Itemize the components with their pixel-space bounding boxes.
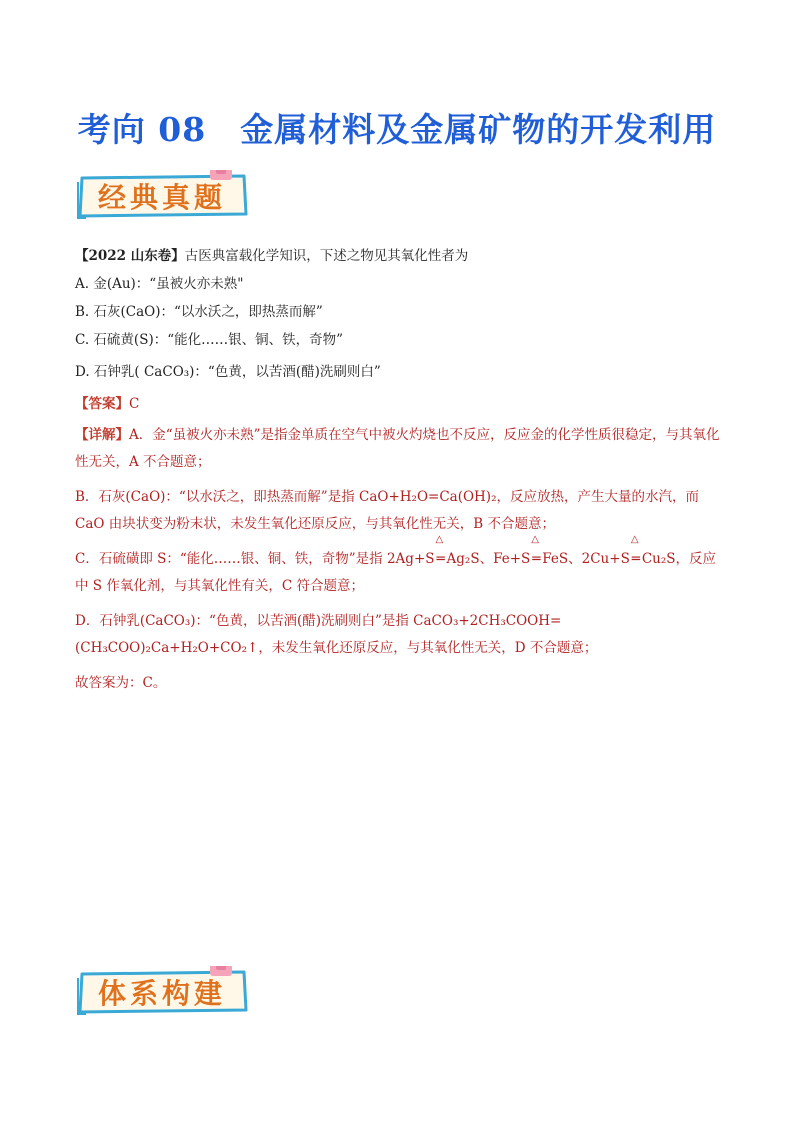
- detail-b: [75, 484, 725, 538]
- page-title: [0, 104, 794, 151]
- detail-d-equation: CaCO₃+2CH₃COOH=(CH₃COO)₂Ca+H₂O+CO₂↑: [75, 613, 562, 656]
- detail-conclusion: 故答案为：C。: [75, 675, 167, 691]
- detail-b-equation: CaO+H₂O=Ca(OH)₂: [359, 489, 497, 505]
- answer-line: [75, 394, 725, 414]
- detail-c: [75, 534, 725, 600]
- option-c: C. 石硫黄(S)：“能化……银、铜、铁，奇物”: [75, 332, 344, 348]
- question-source: 【2022 山东卷】: [75, 248, 185, 264]
- detail-d-pre: D．石钟乳(CaCO₃)：“色黄，以苦酒(醋)洗刷则白”是指: [75, 613, 414, 629]
- detail-c-pre: C．石硫磺即 S：“能化……银、铜、铁，奇物”是指: [75, 551, 387, 567]
- detail-c-eq3-left: 2Cu+S: [581, 551, 630, 567]
- detail-c-eq2-right: FeS: [542, 551, 569, 567]
- answer-label: 【答案】: [75, 396, 129, 412]
- option-b: B. 石灰(CaO)：“以水沃之，即热蒸而解”: [75, 304, 323, 320]
- detail-d-post: ，未发生氧化还原反应，与其氧化性无关，D 不合题意；: [258, 640, 598, 656]
- question-content: [75, 246, 725, 705]
- answer-value: C: [129, 396, 140, 412]
- section-banner-system: [76, 966, 251, 1016]
- option-a: A. 金(Au)：“虽被火亦未熟": [75, 276, 244, 292]
- detail-c-eq1-left: 2Ag+S: [386, 551, 435, 567]
- option-d: D. 石钟乳( CaCO₃)：“色黄，以苦酒(醋)洗刷则白”: [75, 364, 381, 380]
- detail-a: [75, 422, 725, 476]
- detail-d: [75, 608, 725, 662]
- question-stem-line: [75, 246, 725, 266]
- detail-a-text: A．金“虽被火亦未熟”是指金单质在空气中被火灼烧也不反应，反应金的化学性质很稳定，与其氧化性无关，A 不合题意；: [75, 427, 720, 470]
- detail-b-post: ，反应放热，产生大量的水汽，而 CaO 由块状变为粉末状，未发生氧化还原反应，与其氧化性无关，B 不合题意；: [75, 489, 699, 532]
- heat-condition-icon: △ ═: [531, 534, 541, 567]
- detail-label: 【详解】: [75, 427, 129, 443]
- detail-c-post: ，反应中 S 作氧化剂，与其氧化性有关，C 符合题意；: [75, 551, 717, 594]
- heat-condition-icon: △ ═: [435, 534, 445, 567]
- heat-condition-icon: △ ═: [630, 534, 640, 567]
- detail-c-sep2: 、: [568, 551, 582, 567]
- section-label: 经典真题: [98, 181, 227, 214]
- detail-c-eq3-right: Cu₂S: [641, 551, 676, 567]
- detail-c-eq1-right: Ag₂S: [446, 551, 480, 567]
- detail-c-sep1: 、: [479, 551, 494, 567]
- title-code: 考向 08: [77, 110, 207, 149]
- question-stem: 古医典富载化学知识，下述之物见其氧化性者为: [184, 248, 469, 264]
- title-text: 金属材料及金属矿物的开发利用: [240, 110, 717, 149]
- section-label: 体系构建: [98, 977, 227, 1010]
- detail-c-eq2-left: Fe+S: [493, 551, 531, 567]
- detail-b-pre: B．石灰(CaO)：“以水沃之，即热蒸而解”是指: [75, 489, 359, 505]
- section-banner-classic: [76, 170, 251, 220]
